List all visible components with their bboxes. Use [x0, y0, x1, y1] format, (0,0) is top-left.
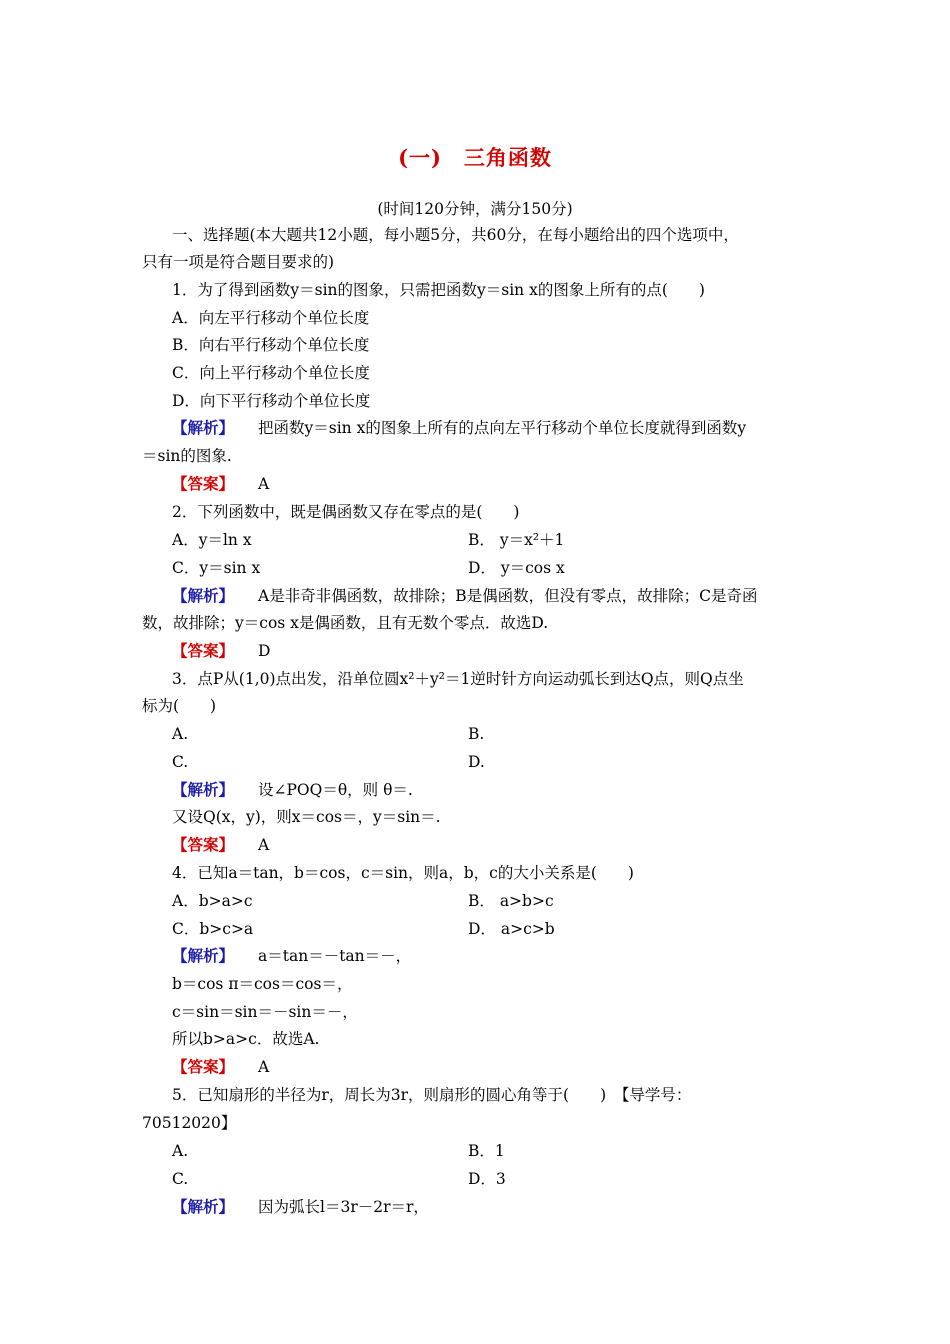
q5-analysis-line1: 因为弧长l＝3r－2r＝r，	[258, 1198, 429, 1216]
q2-option-b: B． y＝x²＋1	[468, 531, 565, 549]
q2-option-c: C．y＝sin x	[172, 559, 261, 577]
q4-analysis-label: 【解析】	[172, 946, 235, 965]
q2-analysis-line2: 数，故排除；y＝cos x是偶函数，且有无数个零点．故选D.	[142, 614, 549, 632]
q4-answer-label: 【答案】	[172, 1057, 235, 1076]
q5-option-d: D．3	[468, 1170, 506, 1188]
q5-stem-line1: 5．已知扇形的半径为r，周长为3r，则扇形的圆心角等于( ) 【导学号：	[172, 1086, 692, 1104]
q4-option-d: D． a>c>b	[468, 920, 555, 938]
q1-answer: A	[258, 475, 270, 493]
q5-option-c: C.	[172, 1170, 189, 1188]
q3-analysis-line2: 又设Q(x，y)，则x＝cos＝，y＝sin＝.	[172, 808, 441, 826]
q4-analysis-line1: a＝tan＝－tan＝－，	[258, 947, 412, 965]
q4-option-c: C．b>c>a	[172, 920, 254, 938]
doc-subtitle: (时间120分钟，满分150分)	[377, 200, 573, 218]
section-intro-line2: 只有一项是符合题目要求的)	[142, 253, 335, 271]
q3-option-b: B.	[468, 725, 485, 743]
q1-analysis-line2: ＝sin的图象.	[142, 447, 232, 465]
q5-stem-line2: 70512020】	[142, 1114, 237, 1132]
section-intro-line1: 一、选择题(本大题共12小题，每小题5分，共60分，在每小题给出的四个选项中，	[172, 226, 739, 244]
q1-stem: 1．为了得到函数y＝sin的图象，只需把函数y＝sin x的图象上所有的点( )	[172, 281, 705, 299]
q1-option-c: C．向上平行移动个单位长度	[172, 364, 370, 382]
q5-analysis-label: 【解析】	[172, 1197, 235, 1216]
q2-analysis-line1: A是非奇非偶函数，故排除；B是偶函数，但没有零点，故排除；C是奇函	[258, 587, 758, 605]
q3-stem-line1: 3．点P从(1,0)点出发，沿单位圆x²＋y²＝1逆时针方向运动弧长到达Q点，则Q点坐	[172, 670, 744, 688]
q1-option-d: D．向下平行移动个单位长度	[172, 392, 371, 410]
q4-option-b: B． a>b>c	[468, 892, 554, 910]
q2-stem: 2．下列函数中，既是偶函数又存在零点的是( )	[172, 503, 520, 521]
q5-option-a: A.	[172, 1142, 189, 1160]
q1-analysis-label: 【解析】	[172, 418, 235, 437]
q1-option-b: B．向右平行移动个单位长度	[172, 336, 370, 354]
q3-option-d: D.	[468, 753, 485, 771]
q2-answer: D	[258, 642, 271, 660]
q1-option-a: A．向左平行移动个单位长度	[172, 309, 370, 327]
q3-option-a: A.	[172, 725, 189, 743]
q4-analysis-line3: c＝sin＝sin＝－sin＝－，	[172, 1003, 358, 1021]
q3-analysis-label: 【解析】	[172, 780, 235, 799]
q1-analysis-line1: 把函数y＝sin x的图象上所有的点向左平行移动个单位长度就得到函数y	[258, 419, 747, 437]
q4-stem: 4．已知a＝tan，b＝cos，c＝sin，则a，b，c的大小关系是( )	[172, 864, 634, 882]
q2-analysis-label: 【解析】	[172, 586, 235, 605]
q3-stem-line2: 标为( )	[142, 697, 217, 715]
q3-answer: A	[258, 836, 270, 854]
q2-answer-label: 【答案】	[172, 641, 235, 660]
q5-option-b: B．1	[468, 1142, 505, 1160]
doc-title: (一) 三角函数	[398, 145, 552, 170]
q1-answer-label: 【答案】	[172, 474, 235, 493]
q2-option-d: D． y＝cos x	[468, 559, 565, 577]
q4-answer: A	[258, 1058, 270, 1076]
q3-answer-label: 【答案】	[172, 835, 235, 854]
q3-option-c: C.	[172, 753, 189, 771]
q3-analysis-line1: 设∠POQ＝θ，则 θ＝.	[258, 781, 413, 799]
q4-analysis-line4: 所以b>a>c．故选A.	[172, 1030, 320, 1048]
q2-option-a: A．y＝ln x	[172, 531, 252, 549]
q4-analysis-line2: b＝cos π＝cos＝cos＝，	[172, 975, 353, 993]
q4-option-a: A．b>a>c	[172, 892, 253, 910]
